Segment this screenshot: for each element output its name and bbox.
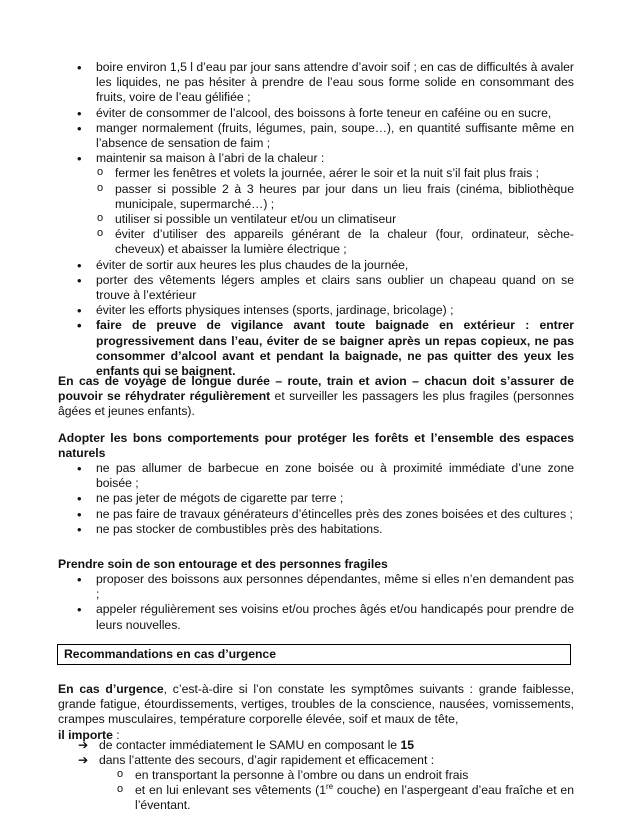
arrow-item (78, 753, 574, 768)
list-item: • porter des vêtements légers amples et clairs sans oublier un chapeau quand on se trouve à l’extérieur (74, 273, 574, 303)
sub-list-item: o passer si possible 2 à 3 heures par jour dans un lieu frais (cinéma, bibliothèque municipale, supermarché…) ; (96, 182, 574, 212)
emergency-arrow-list (78, 738, 574, 768)
list-item: • boire environ 1,5 l d’eau par jour sans attendre d’avoir soif ; en cas de difficultés à avaler les liquides, ne pas hésiter à prendre de l’eau sous forme solide en consommant des fruits, voire de l’eau gélifiée ; (74, 60, 574, 106)
sub-list-item (116, 783, 574, 813)
emergency-actions-list (116, 768, 574, 814)
emergency-section-title: Recommandations en cas d’urgence (57, 644, 571, 665)
emergency-intro-bold: En cas d’urgence (58, 682, 164, 696)
importe-label: il importe (58, 727, 113, 742)
list-item: • ne pas stocker de combustibles près des habitations. (74, 522, 574, 537)
shelter-sublist (96, 166, 574, 257)
sub-list-item: o éviter d’utiliser des appareils générant de la chaleur (four, ordinateur, sèche-cheveux) et abaisser la lumière électrique ; (96, 227, 574, 257)
travel-text: et surveiller les passagers les plus fragiles (personnes âgées et jeunes enfants). (58, 389, 574, 419)
heat-advice-list (74, 60, 574, 379)
list-item: • ne pas faire de travaux générateurs d’étincelles près des zones boisées et des cultures ; (74, 507, 574, 522)
travel-paragraph (58, 374, 574, 420)
arrow-item (78, 738, 574, 753)
swim-warning-item: • faire de preuve de vigilance avant toute baignade en extérieur : entrer progressivement dans l’eau, éviter de se baigner après un repas copieux, ne pas consommer d’alcool avant et pendant la baignade, ne pas quitter des yeux les enfants qui se baignent. (74, 318, 574, 379)
sub-list-item: o utiliser si possible un ventilateur et/ou un climatiseur (96, 212, 574, 227)
emergency-paragraph (58, 682, 574, 743)
list-item: • ne pas allumer de barbecue en zone boisée ou à proximité immédiate d’une zone boisée ; (74, 461, 574, 491)
arrow-item-text: dans l’attente des secours, d’agir rapidement et efficacement : (99, 753, 435, 768)
list-item: • appeler régulièrement ses voisins et/ou proches âgés et/ou handicapés pour prendre de leurs nouvelles. (74, 602, 574, 632)
arrow-item-text: de contacter immédiatement le SAMU en composant le (99, 738, 401, 752)
samu-number: 15 (400, 738, 415, 752)
sub-list-item: o fermer les fenêtres et volets la journée, aérer le soir et la nuit s’il fait plus frais ; (96, 166, 574, 181)
list-item (74, 151, 574, 257)
travel-bold-text: En cas de voyage de longue durée – route, train et avion – chacun doit s’assurer de pouvoir se réhydrater régulièrement (58, 374, 574, 404)
list-item: • manger normalement (fruits, légumes, pain, soupe…), en quantité suffisante même en l’absence de sensation de faim ; (74, 121, 574, 151)
entourage-list (74, 572, 574, 633)
superscript: re (325, 782, 334, 792)
sub-item-text: et en lui enlevant ses vêtements (1 (135, 783, 326, 798)
importe-colon: : (112, 727, 120, 742)
list-item: • proposer des boissons aux personnes dépendantes, même si elles n’en demandent pas ; (74, 572, 574, 602)
shelter-label: maintenir sa maison à l’abri de la chaleur : (96, 151, 325, 166)
sub-list-item: o en transportant la personne à l’ombre ou dans un endroit frais (116, 768, 574, 783)
entourage-heading: Prendre soin de son entourage et des personnes fragiles (58, 557, 388, 571)
emergency-intro-text: , c’est-à-dire si l’on constate les symptômes suivants : grande faiblesse, grande fatigue, étourdissements, vertiges, troubles de la conscience, nausées, vomissements, crampes musculaires, température corporelle élevée, soif et maux de tête, (58, 682, 574, 727)
list-item: • ne pas jeter de mégots de cigarette par terre ; (74, 491, 574, 506)
forests-heading: Adopter les bons comportements pour protéger les forêts et l’ensemble des espaces naturels (58, 431, 574, 461)
list-item: • éviter de sortir aux heures les plus chaudes de la journée, (74, 258, 574, 273)
arrow-right-icon: ➔ (78, 738, 89, 752)
sub-item-text: couche) en l’aspergeant d’eau fraîche et en l’éventant. (135, 783, 574, 813)
arrow-right-icon: ➔ (78, 753, 89, 768)
forests-list (74, 461, 574, 537)
list-item: • éviter de consommer de l’alcool, des boissons à forte teneur en caféine ou en sucre, (74, 106, 574, 121)
list-item: • éviter les efforts physiques intenses (sports, jardinage, bricolage) ; (74, 303, 574, 318)
